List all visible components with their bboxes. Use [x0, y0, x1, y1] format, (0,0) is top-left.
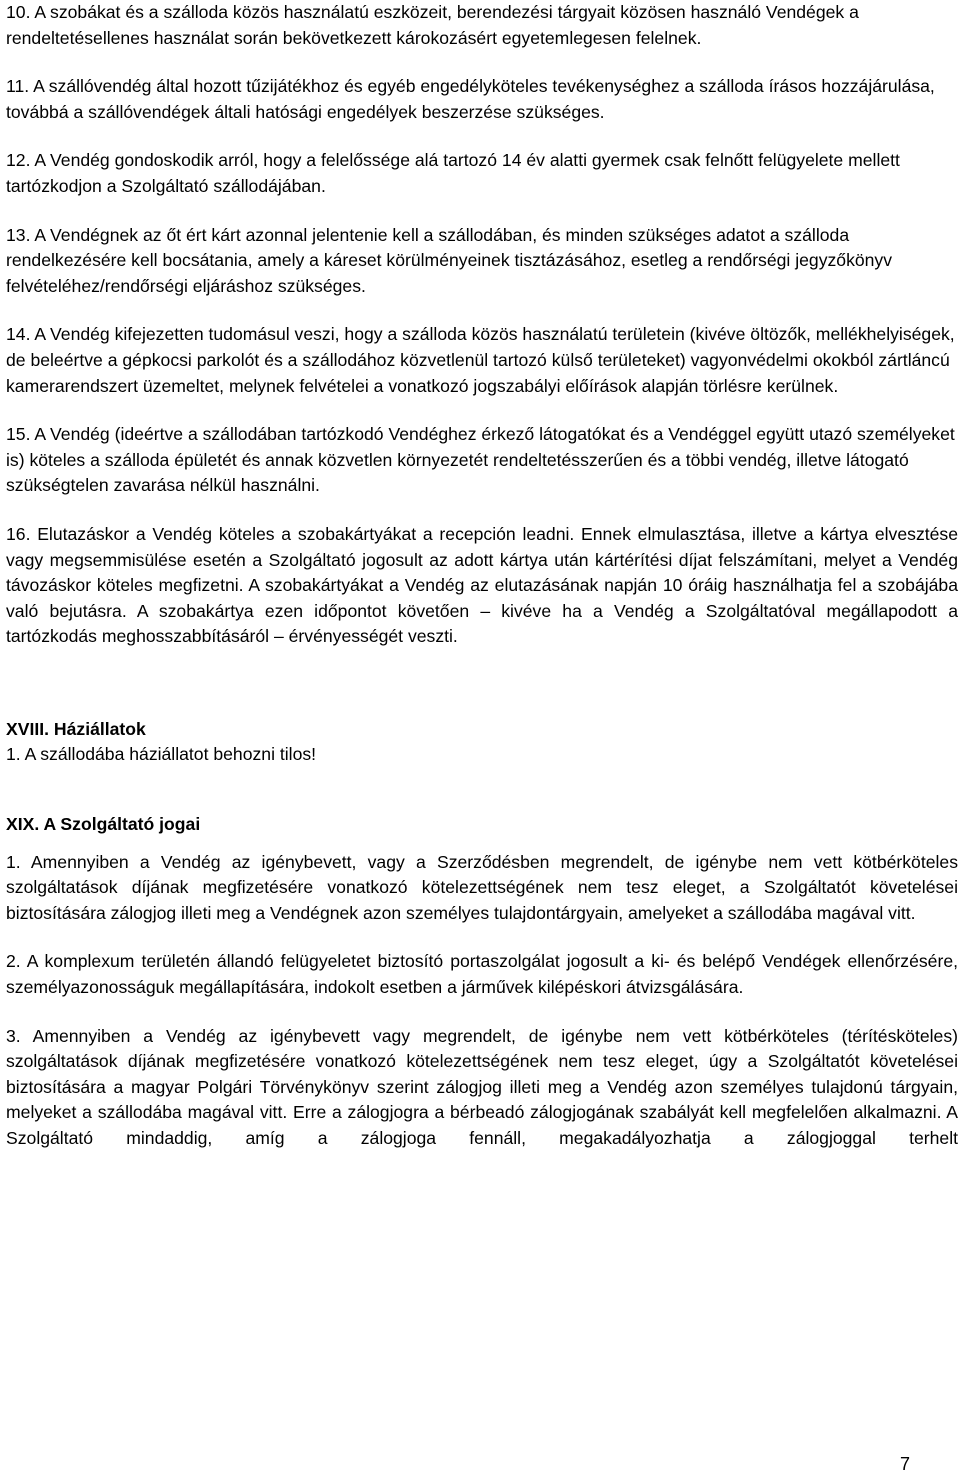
section-title-xviii: XVIII. Háziállatok	[6, 718, 146, 739]
page-number: 7	[899, 1454, 910, 1474]
paragraph-13: 13. A Vendégnek az őt ért kárt azonnal jelentenie kell a szállodában, és minden szükséges adatot a szálloda rendelkezésére kell bocsátania, amely a káreset körülményeinek tisztázásához, esetleg a rendőrségi jegyzőkönyv felvételéhez/rendőrségi eljáráshoz szükséges.	[6, 224, 893, 296]
document-body	[6, 0, 958, 1175]
section-xviii-rule-1: 1. A szállodába háziállatot behozni tilos!	[6, 744, 317, 765]
section-xix	[6, 812, 958, 1152]
paragraph-16: 16. Elutazáskor a Vendég köteles a szobakártyákat a recepción leadni. Ennek elmulasztása, illetve a kártya elvesztése vagy megsemmisülése esetén a Szolgáltató jogosult az adott kártya után kártérítési díjat felszámítani, melyet a Vendég távozáskor köteles megfizetni. A szobakártyákat a Vendég az elutazásának napján 10 óráig használhatja fel a szobájába való bejutásra. A szobakártya ezen időpontot követően – kivéve ha a Vendég a Szolgáltatóval megállapodott a tartózkodás meghosszabbításáról – érvényességét veszti.	[6, 523, 958, 647]
section-xix-paragraph-2: 2. A komplexum területén állandó felügyeletet biztosító portaszolgálat jogosult a ki- és belépő Vendégek ellenőrzésére, személyazonosságuk megállapítására, indokolt esetben a járművek kilépéskori átvizsgálására.	[6, 951, 958, 998]
section-spacer	[6, 768, 958, 812]
paragraph-14: 14. A Vendég kifejezetten tudomásul veszi, hogy a szálloda közös használatú területein (kivéve öltözők, mellékhelyiségek, de beleértve a gépkocsi parkolót és a szállodához közvetlenül tartozó külső területeket) vagyonvédelmi okokból zártláncú kamerarendszert üzemeltet, melynek felvételei a vonatkozó jogszabályi előírások alapján törlésre kerülnek.	[6, 324, 955, 396]
section-xix-paragraph-3: 3. Amennyiben a Vendég az igénybevett vagy megrendelt, de igénybe nem vett kötbérköteles (térítésköteles) szolgáltatások díjának megfizetésére vonatkozó kötelezettségének nem tesz eleget, úgy a Szolgáltatót követelései biztosítására a magyar Polgári Törvénykönyv szerint zálogjog illeti meg a Vendég azon személyes tulajdonú tárgyain, melyeket a szállodába magával vitt. Erre a zálogjogra a bérbeadó zálogjogának szabályát kell megfelelően alkalmazni. A Szolgáltató mindaddig, amíg a zálogjoga fennáll, megakadályozhatja a zálogjoggal terhelt	[6, 1025, 958, 1148]
section-title-xix: XIX. A Szolgáltató jogai	[6, 814, 201, 835]
section-xix-paragraph-1: 1. Amennyiben a Vendég az igénybevett, vagy a Szerződésben megrendelt, de igénybe nem vett kötbérköteles szolgáltatások díjának megfizetésére vonatkozó kötelezettségének nem tesz eleget, a Szolgáltatót követelései biztosítására zálogjog illeti meg a Vendégnek azon személyes tulajdontárgyain, amelyeket a szállodába magával vitt.	[6, 851, 958, 923]
paragraph-10: 10. A szobákat és a szálloda közös használatú eszközeit, berendezési tárgyait közösen használó Vendégek a rendeltetésellenes használat során bekövetkezett károkozásért egyetemlegesen felelnek.	[6, 2, 859, 48]
paragraph-11: 11. A szállóvendég által hozott tűzijátékhoz és egyéb engedélyköteles tevékenységhez a szálloda írásos hozzájárulása, továbbá a szállóvendégek általi hatósági engedélyek beszerzése szükséges.	[6, 76, 935, 122]
section-xviii	[6, 717, 958, 768]
paragraph-15: 15. A Vendég (ideértve a szállodában tartózkodó Vendéghez érkező látogatókat és a Vendéggel együtt utazó személyeket is) köteles a szálloda épületét és annak közvetlen környezetét rendeltetésszerűen és a többi vendég, illetve látogató szükségtelen zavarása nélkül használni.	[6, 424, 955, 496]
section-spacer	[6, 673, 958, 717]
paragraph-12: 12. A Vendég gondoskodik arról, hogy a felelőssége alá tartozó 14 év alatti gyermek csak felnőtt felügyelete mellett tartózkodjon a Szolgáltató szállodájában.	[6, 150, 900, 196]
